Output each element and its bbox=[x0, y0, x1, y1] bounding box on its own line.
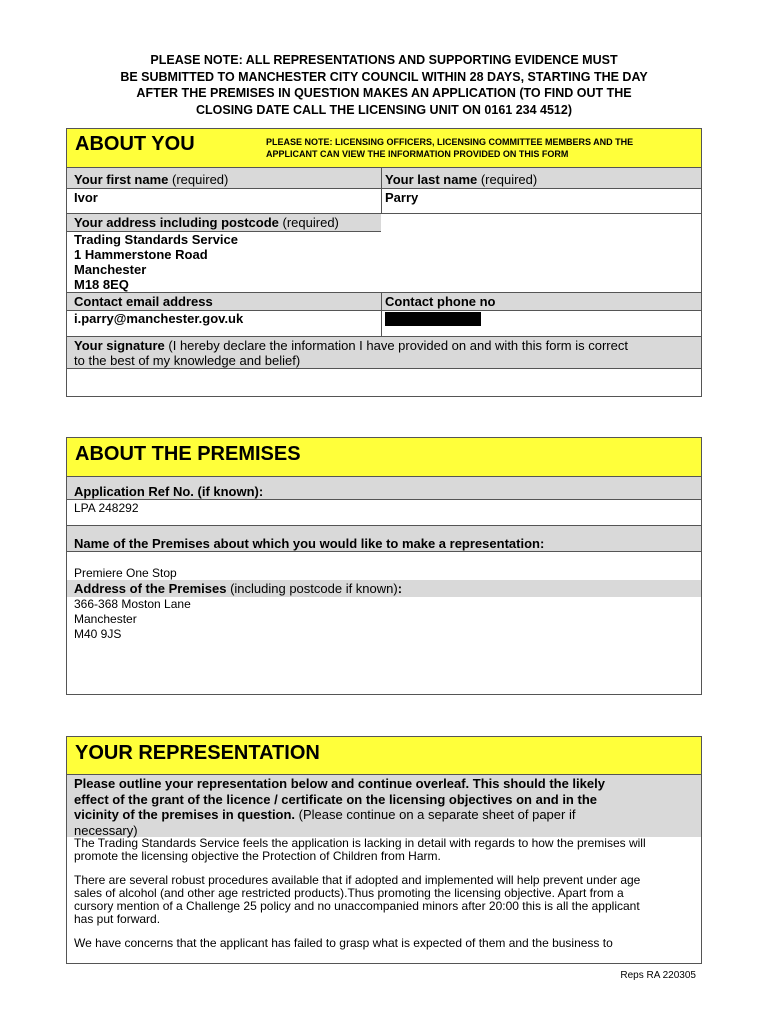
redaction-block bbox=[385, 312, 481, 326]
first-name-field[interactable]: Ivor bbox=[74, 190, 98, 205]
about-you-header bbox=[67, 129, 701, 167]
address-field[interactable] bbox=[67, 232, 701, 292]
signature-label: Your signature (I hereby declare the information I have provided on and with this form is correct to the best of my knowledge and belief) bbox=[67, 337, 701, 368]
premises-address-line: M40 9JS bbox=[74, 627, 122, 641]
signature-field[interactable] bbox=[67, 369, 701, 396]
body-line: There are several robust procedures available that if adopted and implemented will help prevent under age bbox=[74, 873, 641, 887]
phone-label: Contact phone no bbox=[382, 293, 701, 310]
last-name-label: Your last name (required) bbox=[382, 168, 701, 188]
application-ref-label: Application Ref No. (if known): bbox=[67, 477, 701, 499]
premises-section bbox=[66, 437, 702, 695]
section-title: ABOUT YOU bbox=[75, 133, 195, 155]
address-line: Trading Standards Service bbox=[74, 232, 239, 247]
about-you-section bbox=[66, 128, 702, 397]
email-label: Contact email address bbox=[67, 293, 381, 310]
premises-name-label: Name of the Premises about which you would like to make a representation: bbox=[67, 526, 701, 551]
first-name-label: Your first name (required) bbox=[67, 168, 381, 188]
prompt-line: effect of the grant of the licence / certificate on the licensing objectives on and in the bbox=[74, 791, 597, 807]
address-line: M18 8EQ bbox=[74, 277, 129, 292]
premises-address-line: 366-368 Moston Lane bbox=[74, 597, 191, 611]
application-ref-field[interactable]: LPA 248292 bbox=[74, 501, 139, 515]
notice-line: BE SUBMITTED TO MANCHESTER CITY COUNCIL WITHIN 28 DAYS, STARTING THE DAY bbox=[120, 69, 648, 84]
body-line: We have concerns that the applicant has failed to grasp what is expected of them and the business to bbox=[74, 936, 613, 950]
phone-field[interactable] bbox=[382, 311, 701, 336]
address-label: Your address including postcode (required) bbox=[67, 214, 381, 231]
body-line: promote the licensing objective the Protection of Children from Harm. bbox=[74, 849, 441, 863]
body-line: cursory mention of a Challenge 25 policy and no unaccompanied minors after 20:00 this is all the applicant bbox=[74, 899, 640, 913]
body-line: has put forward. bbox=[74, 912, 161, 926]
address-line: Manchester bbox=[74, 262, 147, 277]
representation-header bbox=[67, 737, 701, 774]
privacy-note bbox=[266, 136, 633, 160]
last-name-field[interactable]: Parry bbox=[385, 190, 419, 205]
premises-name-field[interactable]: Premiere One Stop bbox=[74, 566, 177, 580]
privacy-note-line: APPLICANT CAN VIEW THE INFORMATION PROVIDED ON THIS FORM bbox=[266, 149, 569, 159]
notice-line: AFTER THE PREMISES IN QUESTION MAKES AN APPLICATION (TO FIND OUT THE bbox=[136, 86, 632, 100]
notice-line: CLOSING DATE CALL THE LICENSING UNIT ON 0161 234 4512) bbox=[195, 102, 572, 117]
privacy-note-line: PLEASE NOTE: LICENSING OFFICERS, LICENSING COMMITTEE MEMBERS AND THE bbox=[266, 137, 634, 147]
body-line: The Trading Standards Service feels the application is lacking in detail with regards to how the premises will bbox=[74, 837, 646, 850]
representation-body-field[interactable] bbox=[67, 837, 701, 963]
representation-prompt: Please outline your representation below and continue overleaf. This should the likely effect of the grant of the licence / certificate on the licensing objectives on and in the vicinity of the premises in question. (Please continue on a separate sheet of paper if necessary) bbox=[67, 775, 701, 837]
prompt-line: Please outline your representation below and continue overleaf. This should the likely bbox=[74, 776, 605, 791]
section-title: YOUR REPRESENTATION bbox=[75, 742, 320, 764]
prompt-line: vicinity of the premises in question. bbox=[74, 807, 296, 822]
form-reference: Reps RA 220305 bbox=[620, 970, 696, 981]
premises-header bbox=[67, 438, 701, 476]
premises-address-label: Address of the Premises (including postcode if known): bbox=[67, 580, 701, 597]
email-field[interactable]: i.parry@manchester.gov.uk bbox=[74, 311, 244, 326]
representation-section bbox=[66, 736, 702, 964]
submission-notice bbox=[66, 52, 702, 118]
address-line: 1 Hammerstone Road bbox=[74, 247, 208, 262]
section-title: ABOUT THE PREMISES bbox=[75, 443, 301, 465]
body-line: sales of alcohol (and other age restricted products).Thus promoting the licensing objective. Apart from a bbox=[74, 886, 624, 900]
prompt-line: necessary) bbox=[74, 822, 138, 838]
premises-address-line: Manchester bbox=[74, 612, 137, 626]
premises-address-field[interactable] bbox=[67, 597, 701, 694]
notice-line: PLEASE NOTE: ALL REPRESENTATIONS AND SUPPORTING EVIDENCE MUST bbox=[150, 53, 618, 67]
